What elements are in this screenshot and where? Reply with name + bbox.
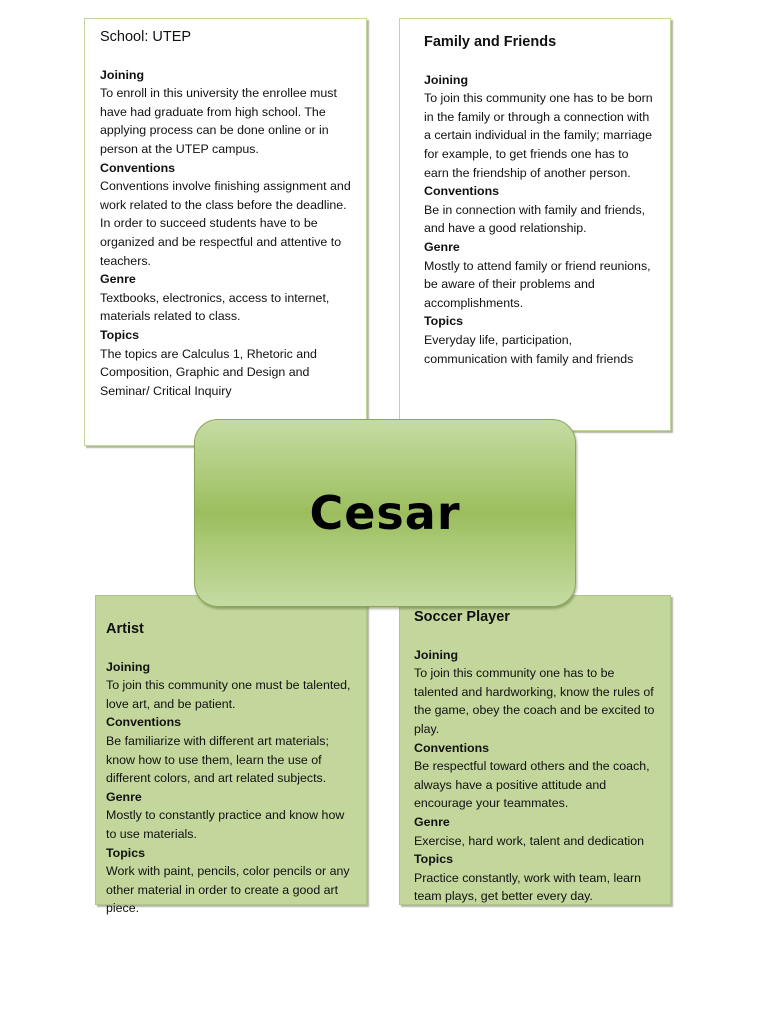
section-heading-topics: Topics [106, 845, 146, 860]
section-text-joining: To join this community one has to be born in the family or through a connection with a certain individual in the family; marriage for example, to get friends one has to earn the friendship of another person. [424, 91, 653, 180]
section-text-topics: Work with paint, pencils, color pencils or any other material in order to create a good art piece. [106, 864, 350, 916]
section-text-joining: To join this community one has to be talented and hardworking, know the rules of the game, obey the coach and be excited to play. [414, 666, 655, 736]
section-text-genre: Textbooks, electronics, access to internet, materials related to class. [100, 290, 330, 324]
section-heading-conventions: Conventions [100, 160, 176, 175]
section-heading-genre: Genre [414, 814, 450, 829]
section-heading-joining: Joining [424, 72, 469, 87]
section-text-genre: Mostly to constantly practice and know how to use materials. [106, 808, 345, 841]
section-text-joining: To enroll in this university the enrollee must have had graduate from high school. The applying process can be done online or in person at the UTEP campus. [100, 86, 337, 156]
card-title: Soccer Player [414, 609, 510, 625]
section-heading-genre: Genre [100, 272, 136, 287]
section-text-conventions: Conventions involve finishing assignment and work related to the class before the deadline. In order to succeed students have to be organized and be respectful and attentive to teachers. [100, 179, 351, 268]
section-text-conventions: Be respectful toward others and the coach, always have a positive attitude and encourage your teammates. [414, 759, 650, 811]
section-heading-joining: Joining [106, 659, 151, 674]
section-text-topics: Everyday life, participation, communication with family and friends [424, 332, 634, 366]
card-family-and-friends [399, 18, 671, 431]
section-heading-joining: Joining [100, 67, 145, 82]
section-text-topics: Practice constantly, work with team, learn team plays, get better every day. [414, 870, 642, 904]
center-name: Cesar [309, 486, 461, 540]
section-text-genre: Mostly to attend family or friend reunions, be aware of their problems and accomplishments. [424, 258, 651, 310]
section-heading-genre: Genre [424, 239, 460, 254]
card-title: Family and Friends [424, 34, 557, 50]
card-school [84, 18, 367, 446]
section-heading-conventions: Conventions [106, 715, 182, 730]
section-heading-conventions: Conventions [414, 740, 490, 755]
card-artist [95, 595, 367, 916]
section-heading-genre: Genre [106, 789, 142, 804]
card-title: School: UTEP [100, 29, 192, 45]
section-heading-topics: Topics [424, 314, 464, 329]
section-heading-topics: Topics [100, 327, 140, 342]
section-text-conventions: Be in connection with family and friends, and have a good relationship. [424, 202, 646, 236]
section-heading-topics: Topics [414, 852, 454, 867]
section-text-conventions: Be familiarize with different art materials; know how to use them, learn the use of different colors, and art related subjects. [106, 733, 329, 786]
card-soccer-player [399, 595, 671, 905]
section-text-joining: To join this community one must be talented, love art, and be patient. [106, 678, 351, 711]
card-title: Artist [106, 621, 144, 637]
section-heading-conventions: Conventions [424, 184, 500, 199]
center-name-box [194, 419, 576, 607]
section-text-genre: Exercise, hard work, talent and dedication [414, 833, 645, 848]
section-heading-joining: Joining [414, 647, 459, 662]
section-text-topics: The topics are Calculus 1, Rhetoric and Composition, Graphic and Design and Seminar/ Critical Inquiry [100, 346, 317, 398]
